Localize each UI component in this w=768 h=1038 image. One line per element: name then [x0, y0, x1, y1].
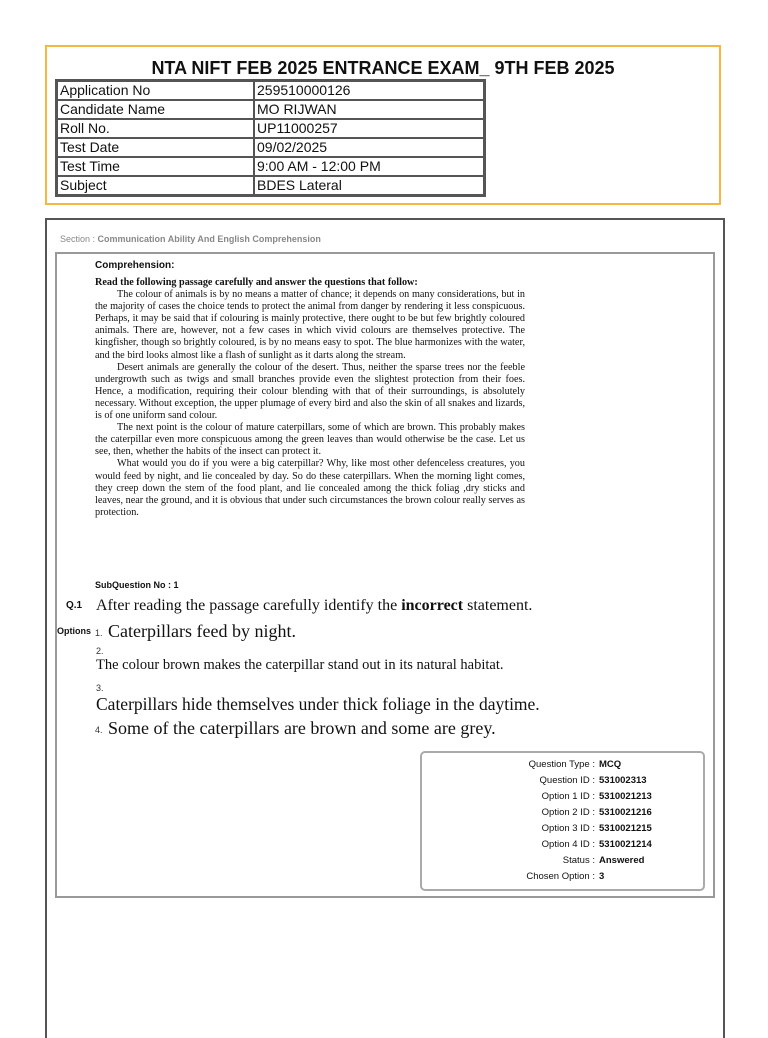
meta-value: 5310021214: [599, 839, 652, 850]
table-row: [57, 100, 484, 119]
question-text-start: After reading the passage carefully identify the: [96, 597, 402, 614]
passage-heading: Read the following passage carefully and answer the questions that follow:: [95, 277, 418, 288]
info-label: Subject: [57, 176, 254, 195]
option-text: Caterpillars hide themselves under thick foliage in the daytime.: [96, 694, 540, 714]
option-number: 3.: [96, 683, 104, 693]
options-label: Options: [57, 626, 91, 636]
info-value: 9:00 AM - 12:00 PM: [254, 157, 484, 176]
exam-title: NTA NIFT FEB 2025 ENTRANCE EXAM_ 9TH FEB 2025: [151, 58, 615, 78]
question-text-bold: incorrect: [401, 597, 464, 614]
candidate-info-table: [55, 79, 486, 197]
table-row: [57, 119, 484, 138]
info-value: UP11000257: [254, 119, 484, 138]
passage-paragraph: Desert animals are generally the colour of the desert. Thus, neither the sparse trees nor the feeble undergrowth such as twigs and small branches provide even the slightest protection from their foes. Hence, a modification, requiring their colour blending with that of their surroundings, is absolutely necessary. Without exception, the upper plumage of every bird and also the skin of all snakes and lizards, is of one uniform sand colour.: [95, 361, 525, 422]
question-text-end: statement.: [463, 597, 533, 614]
info-value: BDES Lateral: [254, 176, 484, 195]
passage-paragraph: What would you do if you were a big caterpillar? Why, like most other defenceless creatures, you would feed by night, and lie concealed by day. So do these caterpillars. When the morning light comes, they creep down the stem of the food plant, and lie concealed among the thick foliag ,dry sticks and leaves, near the ground, and it is obvious that under such circumstances the brown colour really serves as protection.: [95, 458, 525, 518]
meta-value: 3: [599, 871, 605, 882]
info-label: Candidate Name: [57, 100, 254, 119]
info-label: Test Date: [57, 138, 254, 157]
info-label: Roll No.: [57, 119, 254, 138]
comprehension-label: Comprehension:: [95, 260, 175, 271]
meta-label: Option 1 ID :: [541, 791, 595, 802]
section-prefix: Section :: [60, 234, 96, 244]
meta-label: Option 4 ID :: [541, 839, 595, 850]
option-text: Some of the caterpillars are brown and some are grey.: [108, 718, 496, 738]
meta-value: 531002313: [599, 775, 647, 786]
table-row: [57, 157, 484, 176]
info-value: 09/02/2025: [254, 138, 484, 157]
subquestion-label: SubQuestion No : 1: [95, 580, 179, 590]
table-row: [57, 81, 484, 100]
passage-paragraph: The next point is the colour of mature caterpillars, some of which are brown. This probably makes the caterpillar even more conspicuous among the green leaves than would otherwise be the case. Let us see, then, whether the habits of the insect can protect it.: [95, 422, 525, 458]
meta-label: Option 3 ID :: [541, 823, 595, 834]
meta-value: 5310021216: [599, 807, 652, 818]
candidate-info-panel: [45, 45, 721, 205]
question-number: Q.1: [66, 600, 83, 611]
section-title: [60, 234, 321, 244]
option-text: Caterpillars feed by night.: [108, 621, 296, 641]
comprehension-passage: [95, 277, 525, 519]
option-text: The colour brown makes the caterpillar stand out in its natural habitat.: [96, 657, 504, 673]
meta-label: Question Type :: [528, 759, 595, 770]
info-value: 259510000126: [254, 81, 484, 100]
table-row: [57, 176, 484, 195]
meta-label: Option 2 ID :: [541, 807, 595, 818]
meta-value: 5310021215: [599, 823, 652, 834]
info-label: Test Time: [57, 157, 254, 176]
meta-label: Status :: [562, 855, 595, 866]
option-number: 2.: [96, 646, 104, 656]
option-number: 1.: [95, 628, 103, 638]
section-name: Communication Ability And English Comprehension: [97, 234, 321, 244]
info-label: Application No: [57, 81, 254, 100]
table-row: [57, 138, 484, 157]
meta-value: 5310021213: [599, 791, 652, 802]
meta-value: MCQ: [599, 759, 622, 770]
meta-value: Answered: [599, 855, 645, 866]
passage-paragraph: The colour of animals is by no means a matter of chance; it depends on many considerations, but in the majority of cases the choice tends to protect the animal from danger by rendering it less conspicuous. Perhaps, it may be said that if colouring is mainly protective, there ought to be but few brightly coloured animals. There are, however, not a few cases in which vivid colours are themselves protective. The kingfisher, though so brightly coloured, is by no means easy to spot. The blue harmonizes with the water, and the bird looks almost like a flash of sunlight as it darts along the stream.: [95, 289, 525, 361]
question-text: [96, 597, 532, 615]
option-number: 4.: [95, 725, 103, 735]
meta-label: Question ID :: [539, 775, 595, 786]
meta-label: Chosen Option :: [526, 871, 595, 882]
info-value: MO RIJWAN: [254, 100, 484, 119]
